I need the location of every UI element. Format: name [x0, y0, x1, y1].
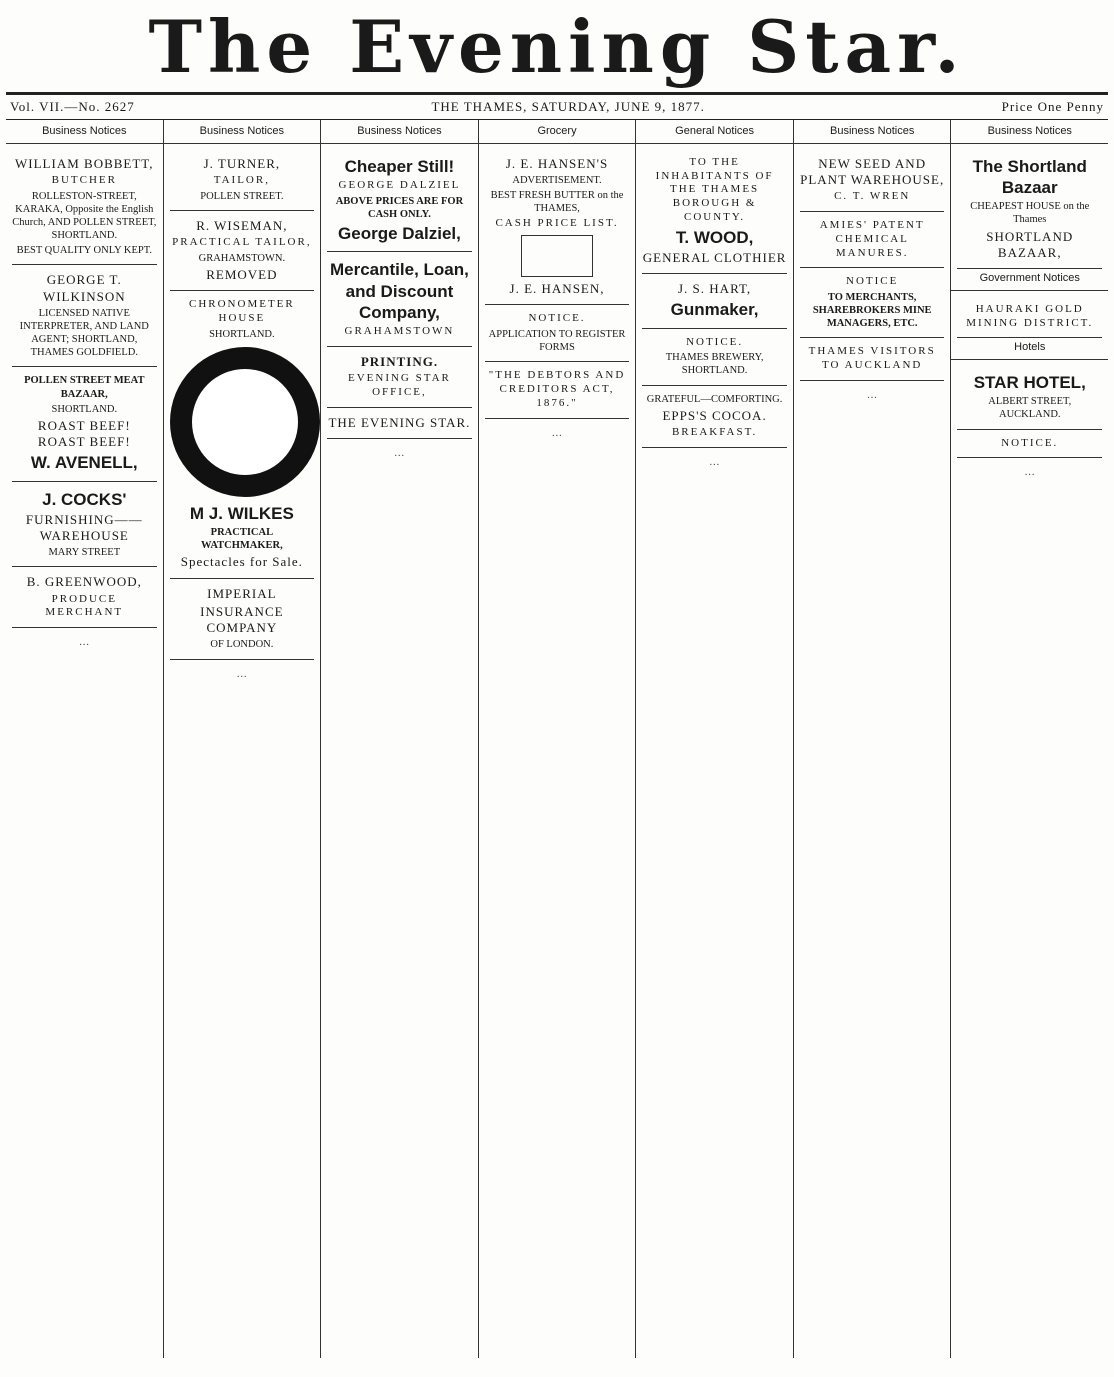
ad-trade: PRACTICAL WATCHMAKER,	[200, 527, 283, 552]
column-4	[479, 120, 637, 1358]
ad-address: GRAHAMSTOWN.	[198, 252, 286, 264]
ad-heading: NOTICE.	[1001, 436, 1059, 449]
ad-debtors-act	[485, 362, 630, 418]
ad-heading: GEORGE T. WILKINSON	[42, 272, 126, 304]
ad-heading: B. GREENWOOD,	[26, 574, 142, 590]
ad-name: T. WOOD,	[675, 227, 754, 247]
ad-signature: SHORTLAND BAZAAR,	[986, 228, 1074, 260]
ad-printing	[327, 347, 472, 408]
ad-heading: J. COCKS'	[42, 489, 127, 509]
ad-trade: BUTCHER	[51, 174, 117, 186]
ad-wiseman	[170, 211, 315, 291]
ad-subheading: GRAHAMSTOWN	[344, 325, 455, 337]
remaining-text-omitted: …	[79, 637, 89, 649]
ad-spectacles: Spectacles for Sale.	[180, 554, 303, 570]
column-5	[636, 120, 794, 1358]
column-header: Business Notices	[794, 122, 951, 144]
ad-brewery	[642, 329, 787, 386]
ad-mercantile	[327, 252, 472, 347]
column-header: Business Notices	[321, 122, 478, 144]
ad-cocks	[12, 482, 157, 568]
ad-heading: EPPS'S COCOA.	[662, 407, 767, 423]
remaining-text-omitted: …	[867, 389, 877, 401]
ad-subheading: CHEAPEST HOUSE on the Thames	[970, 201, 1090, 226]
masthead	[0, 0, 1114, 92]
ad-removed: REMOVED	[206, 267, 278, 282]
column-2	[164, 120, 322, 1358]
ad-roast: ROAST BEEF! ROAST BEEF!	[37, 417, 131, 449]
ad-heading: WILLIAM BOBBETT,	[15, 155, 154, 171]
ad-address: OF LONDON.	[210, 639, 274, 651]
ad-notice	[957, 430, 1102, 459]
ad-signature: George Dalziel,	[338, 224, 461, 243]
ad-address: ROLLESTON-STREET, KARAKA, Opposite the English Church, AND POLLEN STREET, SHORTLAND.	[12, 190, 157, 242]
ad-dalziel	[327, 149, 472, 253]
crest-illustration	[521, 235, 593, 277]
ad-subheading: ADVERTISEMENT.	[512, 175, 602, 186]
ad-wren	[800, 149, 945, 212]
ad-visitors	[800, 338, 945, 381]
ad-heading: J. TURNER,	[203, 155, 281, 171]
ad-star-hotel	[957, 365, 1102, 430]
remaining-text-omitted: …	[709, 456, 720, 468]
column-header: Business Notices	[951, 122, 1108, 144]
column-6	[794, 120, 952, 1358]
ad-price-list: CASH PRICE LIST.	[495, 217, 619, 230]
ad-wilkes	[170, 291, 315, 578]
section-header-government: Government Notices	[951, 269, 1108, 291]
ad-salutation: TO THE INHABITANTS OF THE THAMES BOROUGH & COUNTY.	[655, 155, 774, 223]
ad-heading: NEW SEED AND PLANT WAREHOUSE,	[800, 155, 945, 187]
newspaper-title: The Evening Star.	[148, 3, 966, 89]
ad-tagline: BEST QUALITY ONLY KEPT.	[16, 245, 153, 257]
ad-heading: Mercantile, Loan, and Discount Company,	[330, 260, 469, 322]
ad-epps	[642, 386, 787, 448]
ad-heading: CHRONOMETER HOUSE	[189, 298, 295, 324]
ad-address: POLLEN STREET.	[200, 190, 284, 202]
columns	[6, 120, 1108, 1358]
column-1	[6, 120, 164, 1358]
ad-heading: NOTICE	[846, 275, 899, 288]
ad-bobbett	[12, 149, 157, 266]
issue-date: THE THAMES, SATURDAY, JUNE 9, 1877.	[431, 99, 705, 114]
ad-imperial	[170, 579, 315, 660]
ad-trade: TAILOR,	[213, 174, 270, 186]
ad-signature: J. E. HANSEN,	[509, 281, 605, 297]
ad-heading: NOTICE.	[528, 312, 586, 325]
ad-subheading: SHORTLAND.	[51, 403, 118, 415]
ad-cash-note: ABOVE PRICES ARE FOR CASH ONLY.	[335, 195, 464, 220]
ad-heading: THE EVENING STAR.	[328, 414, 471, 430]
ad-butter: BEST FRESH BUTTER on the THAMES,	[490, 190, 624, 215]
ad-heading: POLLEN STREET MEAT BAZAAR,	[24, 375, 145, 400]
remaining-text-omitted: …	[237, 668, 247, 680]
ad-register-forms	[485, 305, 630, 362]
ad-heading: IMPERIAL	[207, 585, 277, 601]
ad-subheading: TO MERCHANTS, SHAREBROKERS MINE MANAGERS, ETC.	[812, 292, 932, 330]
ad-tagline: GRATEFUL—COMFORTING.	[646, 393, 783, 405]
ad-heading: PRINTING.	[360, 353, 439, 369]
ad-address: ALBERT STREET, AUCKLAND.	[988, 396, 1072, 421]
ad-office: EVENING STAR OFFICE,	[348, 372, 451, 398]
ad-hart	[642, 274, 787, 329]
ad-subheading: THAMES BREWERY, SHORTLAND.	[665, 352, 764, 377]
ad-name: M J. WILKES	[189, 503, 294, 523]
ad-wood	[642, 149, 787, 274]
ad-name: GEORGE DALZIEL	[338, 179, 461, 191]
ad-evening-star	[327, 408, 472, 439]
ad-subheading: FURNISHING——WAREHOUSE	[25, 511, 143, 543]
column-header: General Notices	[636, 122, 793, 144]
ad-meat-bazaar	[12, 367, 157, 481]
ad-heading: HAURAKI GOLD MINING DISTRICT.	[966, 302, 1094, 329]
section-header-hotels: Hotels	[951, 338, 1108, 360]
remaining-text-omitted: …	[394, 447, 405, 459]
ad-turner	[170, 149, 315, 211]
ad-subheading: BREAKFAST.	[671, 425, 758, 438]
ad-shortland-bazaar	[957, 149, 1102, 269]
ad-role: LICENSED NATIVE INTERPRETER, AND LAND AGENT; SHORTLAND, THAMES GOLDFIELD.	[19, 307, 149, 359]
ad-heading: J. E. HANSEN'S	[505, 155, 609, 171]
column-header: Business Notices	[164, 122, 321, 144]
column-header: Grocery	[479, 122, 636, 144]
clock-illustration	[170, 347, 320, 497]
ad-heading: "THE DEBTORS AND CREDITORS ACT, 1876."	[488, 369, 626, 409]
ad-wilkinson	[12, 265, 157, 367]
price: Price One Penny	[1001, 99, 1104, 114]
ad-address: MARY STREET	[48, 547, 121, 559]
column-7	[951, 120, 1108, 1358]
remaining-text-omitted: …	[552, 427, 562, 439]
ad-heading: NOTICE.	[686, 335, 744, 348]
ad-heading: THAMES VISITORS TO AUCKLAND	[808, 345, 936, 372]
ad-heading: AMIES' PATENT CHEMICAL MANURES.	[819, 219, 925, 259]
dateline	[0, 95, 1114, 119]
ad-subheading: PRODUCE MERCHANT	[45, 592, 124, 619]
ad-name: C. T. WREN	[834, 190, 911, 203]
ad-trade: PRACTICAL TAILOR,	[172, 236, 312, 249]
ad-headline: Cheaper Still!	[344, 156, 455, 176]
ad-hansen	[485, 149, 630, 306]
volume-number: Vol. VII.—No. 2627	[10, 99, 135, 114]
ad-heading: The Shortland Bazaar	[972, 156, 1087, 197]
ad-heading: R. WISEMAN,	[196, 217, 288, 233]
ad-heading: STAR HOTEL,	[973, 373, 1086, 392]
ad-trade: GENERAL CLOTHIER	[642, 249, 787, 265]
ad-hauraki	[957, 296, 1102, 339]
ad-subheading: INSURANCE COMPANY	[200, 603, 284, 636]
ad-heading: J. S. HART,	[678, 281, 752, 296]
column-header: Business Notices	[6, 122, 163, 144]
ad-greenwood	[12, 567, 157, 628]
column-3	[321, 120, 479, 1358]
remaining-text-omitted: …	[1025, 467, 1035, 479]
ad-proprietor: W. AVENELL,	[30, 453, 138, 473]
ad-trade: Gunmaker,	[670, 300, 759, 320]
ad-merchants	[800, 268, 945, 338]
ad-manures	[800, 212, 945, 268]
ad-subheading: SHORTLAND.	[209, 328, 275, 340]
ad-body: APPLICATION TO REGISTER FORMS	[488, 329, 626, 354]
